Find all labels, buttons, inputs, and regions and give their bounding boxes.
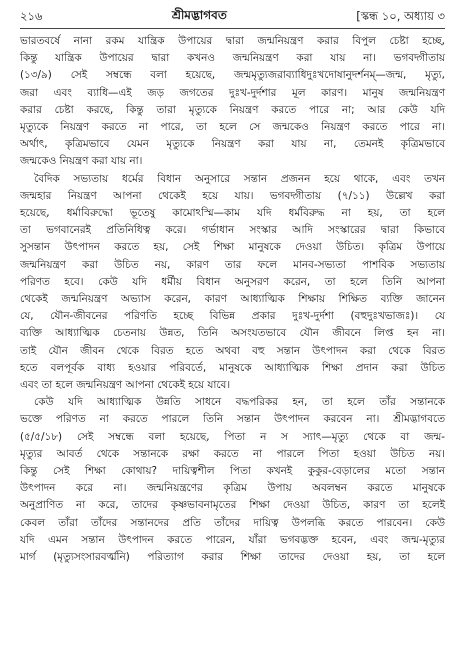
text-line: উৎপাদন করে না। জন্মনিয়ন্ত্রণের কৃত্রিম উপায় অবলম্বন করতে মানুষকে — [20, 482, 445, 495]
text-line: কেউ যদি আধ্যাত্মিক উন্নতি সাধনে বদ্ধপরিকর হন, তা হলে তাঁর সন্তানকে — [34, 396, 445, 409]
text-line: জরা এবং ব্যাধি—এই জড় জগতের দুঃখ-দুর্দশার মূল কারণ। মানুষ জন্মনিয়ন্ত্রণ — [20, 86, 445, 99]
text-line: বৈদিক সভ্যতায় ধর্মের বিধান অনুসারে সন্তান প্রজনন হয়ে থাকে, এবং তখন — [34, 172, 445, 185]
chapter-reference: [স্কন্ধ ১০, অধ্যায় ৩ — [356, 8, 445, 23]
text-line: ভক্তে পরিণত না করতে পারলে তিনি সন্তান উৎপাদন করবেন না। শ্রীমদ্ভাগবতে — [20, 413, 445, 426]
text-line: ব্যক্তি আধ্যাত্মিক চেতনায় উন্নত, তিনি অসংযতভাবে যৌন জীবনে লিপ্ত হন না। — [20, 327, 445, 340]
text-line: মার্গ (মৃত্যুসংসারবর্ত্মনি) পরিত্যাগ করার শিক্ষা তাদের দেওয়া হয়, তা হলে — [20, 551, 445, 564]
text-line: অর্থাৎ, কৃত্রিমভাবে যেমন মৃত্যুকে নিয়ন্ত্রণ করা যায় না, তেমনই কৃত্রিমভাবে — [20, 138, 445, 151]
page-number: ২১৬ — [20, 8, 43, 23]
text-line: হতে বলপূর্বক বাধ্য হওয়ার পরিবর্তে, মানুষকে আধ্যাত্মিক শিক্ষা প্রদান করা উচিত — [20, 361, 445, 374]
text-line: জন্মকেও নিয়ন্ত্রণ করা যায় না। — [20, 155, 143, 168]
body-text — [20, 33, 445, 566]
text-line: মৃত্যুকে নিয়ন্ত্রণ করতে না পারে, তা হলে সে জন্মকেও নিয়ন্ত্রণ করতে পারে না। — [20, 121, 445, 134]
text-line: হয়েছে, ধর্মাবিরুদ্ধো ভূতেষু কামোঽস্মি—কাম যদি ধর্মবিরুদ্ধ না হয়, তা হলে — [20, 207, 445, 220]
paragraph — [20, 33, 445, 171]
text-line: জন্মহার নিয়ন্ত্রণ আপনা থেকেই হয়ে যায়। ভগবদ্গীতায় (৭/১১) উল্লেখ করা — [20, 189, 445, 202]
text-line: পরিণত হবে। কেউ যদি ধর্মীয় বিধান অনুসরণ করেন, তা হলে তিনি আপনা — [20, 275, 445, 288]
text-line: জন্মনিয়ন্ত্রণ করা উচিত নয়, কারণ তার ফলে মানব-সভ্যতা পাশবিক সভ্যতায় — [20, 258, 445, 271]
text-line: কিন্তু যান্ত্রিক উপায়ের দ্বারা কখনও জন্মনিয়ন্ত্রণ করা যায় না। ভগবদ্গীতায় — [20, 52, 445, 65]
text-line: মৃত্যুর আবর্ত থেকে সন্তানকে রক্ষা করতে না পারলে পিতা হওয়া উচিত নয়। — [20, 447, 445, 460]
text-line: কিন্তু সেই শিক্ষা কোথায়? দায়িত্বশীল পিতা কখনই কুকুর-বেড়ালের মতো সন্তান — [20, 465, 445, 478]
text-line: করার চেষ্টা করছে, কিন্তু তারা মৃত্যুকে নিয়ন্ত্রণ করতে পারে না; আর কেউ যদি — [20, 103, 445, 116]
book-title: শ্রীমদ্ভাগবত — [171, 8, 227, 22]
text-line: এবং তা হলে জন্মনিয়ন্ত্রণ আপনা থেকেই হয়ে যাবে। — [20, 379, 231, 392]
text-line: যে, যৌন-জীবনের পরিণতি হচ্ছে বিভিন্ন প্রকার দুঃখ-দুর্দশা (বহুদুঃখভাজঃ)। যে — [20, 310, 445, 323]
text-line: অনুপ্রাণিত না করে, তাদের কৃষ্ণভাবনামৃতের শিক্ষা দেওয়া উচিত, কারণ তা হলেই — [20, 499, 445, 512]
text-line: সুসন্তান উৎপাদন করতে হয়, সেই শিক্ষা মানুষকে দেওয়া উচিত। কৃত্রিম উপায়ে — [20, 241, 445, 254]
text-line: ভারতবর্ষে নানা রকম যান্ত্রিক উপায়ের দ্বারা জন্মনিয়ন্ত্রণ করার বিপুল চেষ্টা হচ্ছে, — [20, 35, 445, 47]
text-line: (১৩/৯) সেই সম্বন্ধে বলা হয়েছে, জন্মমৃত্যুজরাব্যাধিদুঃখদোষানুদর্শনম্—জন্ম, মৃত্যু, — [20, 69, 445, 82]
text-line: যদি এমন সন্তান উৎপাদন করতে পারেন, যাঁরা ভগবদ্ভক্ত হবেন, এবং জন্ম-মৃত্যুর — [20, 533, 445, 546]
text-line: তা ভগবানেরই প্রতিনিধিত্ব করে। গর্ভাধান সংস্কার আদি সংস্কারের দ্বারা কিভাবে — [20, 224, 445, 237]
paragraph — [20, 394, 445, 566]
text-line: তাই যৌন জীবন থেকে বিরত হতে অথবা বহু সন্তান উৎপাদন করা থেকে বিরত — [20, 344, 445, 357]
text-line: (৫/৫/১৮) সেই সম্বন্ধে বলা হয়েছে, পিতা ন স স্যাৎ—মৃত্যু থেকে বা জন্ম- — [20, 430, 445, 443]
paragraph — [20, 171, 445, 395]
page-header — [20, 6, 445, 29]
text-line: কেবল তাঁরা তাঁদের সন্তানদের প্রতি তাঁদের দায়িত্ব উপলব্ধি করতে পারবেন। কেউ — [20, 516, 445, 529]
text-line: থেকেই জন্মনিয়ন্ত্রণ অভ্যাস করেন, কারণ আধ্যাত্মিক শিক্ষায় শিক্ষিত ব্যক্তি জানেন — [20, 293, 445, 306]
